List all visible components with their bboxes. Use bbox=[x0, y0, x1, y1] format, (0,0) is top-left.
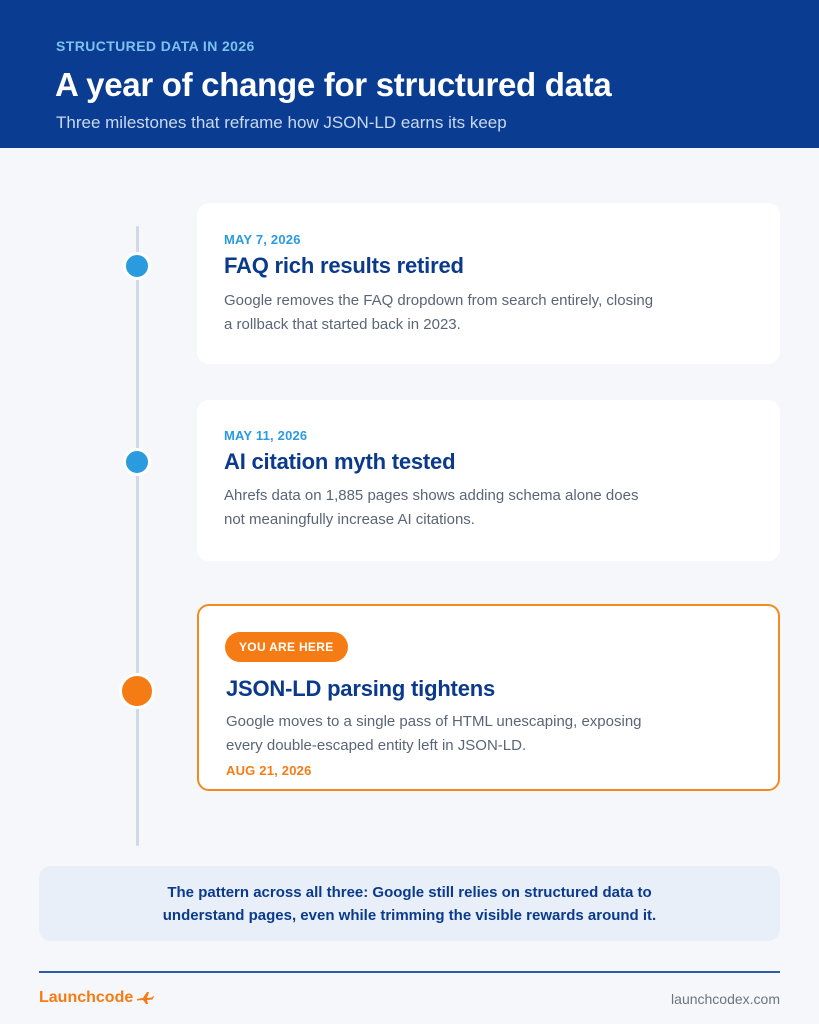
brand-logo bbox=[39, 989, 154, 1007]
timeline-line bbox=[136, 226, 139, 846]
site-url[interactable]: launchcodex.com bbox=[671, 991, 780, 1007]
page-header bbox=[0, 0, 819, 148]
milestone-date: MAY 11, 2026 bbox=[224, 428, 308, 443]
brand-name: Launchcode bbox=[39, 989, 134, 1006]
timeline-dot-2 bbox=[123, 448, 151, 476]
milestone-card-1 bbox=[197, 203, 780, 364]
milestone-heading: AI citation myth tested bbox=[224, 449, 456, 474]
milestone-heading: JSON-LD parsing tightens bbox=[226, 676, 495, 701]
summary-callout bbox=[39, 866, 780, 941]
callout-text: The pattern across all three: Google still relies on structured data to understand pages, even while trimming the visible rewards around it. bbox=[162, 883, 657, 924]
milestone-body: Ahrefs data on 1,885 pages shows adding schema alone does not meaningfully increase AI citations. bbox=[224, 487, 639, 528]
timeline-dot-1 bbox=[123, 252, 151, 280]
milestone-body: Google removes the FAQ dropdown from search entirely, closing a rollback that started back in 2023. bbox=[224, 292, 654, 333]
milestone-card-current bbox=[197, 604, 780, 791]
airplane-icon bbox=[136, 991, 154, 1005]
milestone-date: AUG 21, 2026 bbox=[226, 763, 312, 778]
timeline-dot-current bbox=[119, 673, 155, 709]
milestone-date: MAY 7, 2026 bbox=[224, 232, 301, 247]
you-are-here-badge: YOU ARE HERE bbox=[225, 632, 348, 662]
page-subtitle: Three milestones that reframe how JSON-LD earns its keep bbox=[56, 113, 507, 132]
footer-divider bbox=[39, 971, 780, 973]
page-title: A year of change for structured data bbox=[55, 66, 612, 103]
eyebrow: STRUCTURED DATA IN 2026 bbox=[56, 38, 255, 54]
milestone-body: Google moves to a single pass of HTML unescaping, exposing every double-escaped entity left in JSON-LD. bbox=[226, 713, 642, 754]
milestone-card-2 bbox=[197, 400, 780, 561]
milestone-heading: FAQ rich results retired bbox=[224, 253, 464, 278]
